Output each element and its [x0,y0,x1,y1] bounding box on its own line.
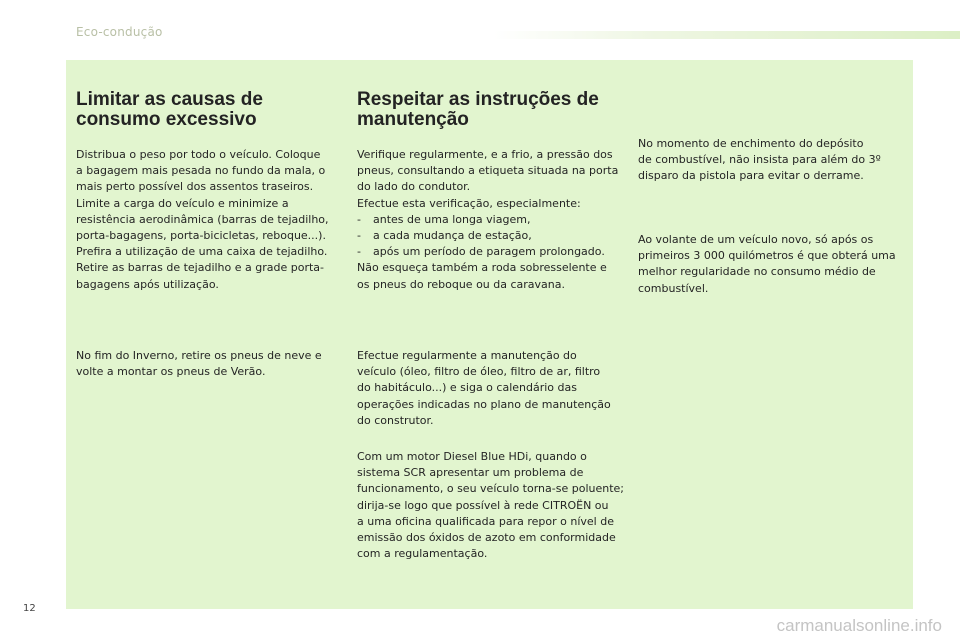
text-line: resistência aerodinâmica (barras de tejadilho, [76,212,329,226]
text-line: Retire as barras de tejadilho e a grade porta- [76,261,325,275]
text-line: dirija-se logo que possível à rede CITROËN ou [357,498,609,512]
bullet-text: antes de uma longa viagem, [373,212,531,226]
heading-limit-consumption: Limitar as causas de consumo excessivo [76,89,263,130]
bullet-item [357,244,632,260]
text-line: combustível. [638,281,709,295]
text-line: operações indicadas no plano de manutenção [357,397,611,411]
paragraph-tyre-pressure [357,147,632,212]
text-line: volte a montar os pneus de Verão. [76,365,266,379]
text-line: a uma oficina qualificada para repor o nível de [357,514,614,528]
text-line: a bagagem mais pesada no fundo da mala, o [76,164,326,178]
bullet-marker: - [357,229,361,243]
text-line: No fim do Inverno, retire os pneus de neve e [76,349,322,362]
bullet-text: após um período de paragem prolongado. [373,245,605,259]
text-line: do habitáculo...) e siga o calendário das [357,381,577,395]
text-line: Distribua o peso por todo o veículo. Coloque [76,148,321,161]
heading-maintenance: Respeitar as instruções de manutenção [357,89,599,130]
text-line: porta-bagagens, porta-bicicletas, reboque...). [76,229,326,243]
text-line: com a regulamentação. [357,547,488,561]
bullet-marker: - [357,212,361,226]
text-line: Ao volante de um veículo novo, só após os [638,233,874,246]
bullet-item [357,228,632,244]
content-panel [66,60,913,609]
text-line: mais perto possível dos assentos traseiros. [76,180,314,194]
page-number: 12 [23,603,36,614]
text-line: No momento de enchimento do depósito [638,137,864,150]
bullet-item [357,212,632,228]
left-column [76,89,336,379]
middle-column [357,89,632,561]
text-line: Efectue regularmente a manutenção do [357,349,577,362]
text-line: melhor regularidade no consumo médio de [638,265,876,279]
text-line: funcionamento, o seu veículo torna-se poluente; [357,482,624,496]
section-title: Eco-condução [76,25,163,39]
text-line: de combustível, não insista para além do 3º [638,153,881,167]
right-column [638,136,903,295]
text-line: Com um motor Diesel Blue HDi, quando o [357,450,587,463]
text-line: do lado do condutor. [357,180,471,194]
paragraph-winter-tyres [76,348,322,380]
text-line: do construtor. [357,413,434,427]
paragraph-new-vehicle [638,232,896,297]
text-line: sistema SCR apresentar um problema de [357,466,584,480]
text-line: Efectue esta verificação, especialmente: [357,196,581,210]
paragraph-fuel-filling [638,136,903,185]
watermark: carmanualsonline.info [776,616,942,635]
header-accent-bar [494,31,960,39]
bullet-list [357,212,632,261]
text-line: veículo (óleo, filtro de óleo, filtro de ar, filtro [357,365,601,379]
text-line: pneus, consultando a etiqueta situada na porta [357,164,619,178]
text-line: disparo da pistola para evitar o derrame. [638,169,864,183]
text-line: Não esqueça também a roda sobresselente e [357,261,607,275]
bullet-text: a cada mudança de estação, [373,229,532,243]
bullet-marker: - [357,245,361,259]
paragraph-regular-maintenance [357,348,611,429]
paragraph-blue-hdi [357,449,624,562]
text-line: Verifique regularmente, e a frio, a pressão dos [357,148,613,161]
text-line: Limite a carga do veículo e minimize a [76,196,289,210]
text-line: Prefira a utilização de uma caixa de tejadilho. [76,245,328,259]
text-line: os pneus do reboque ou da caravana. [357,277,565,291]
text-line: primeiros 3 000 quilómetros é que obterá uma [638,249,896,263]
paragraph-spare-wheel [357,260,632,292]
paragraph-weight-distribution [76,147,336,293]
text-line: emissão dos óxidos de azoto em conformidade [357,531,616,545]
text-line: bagagens após utilização. [76,277,219,291]
